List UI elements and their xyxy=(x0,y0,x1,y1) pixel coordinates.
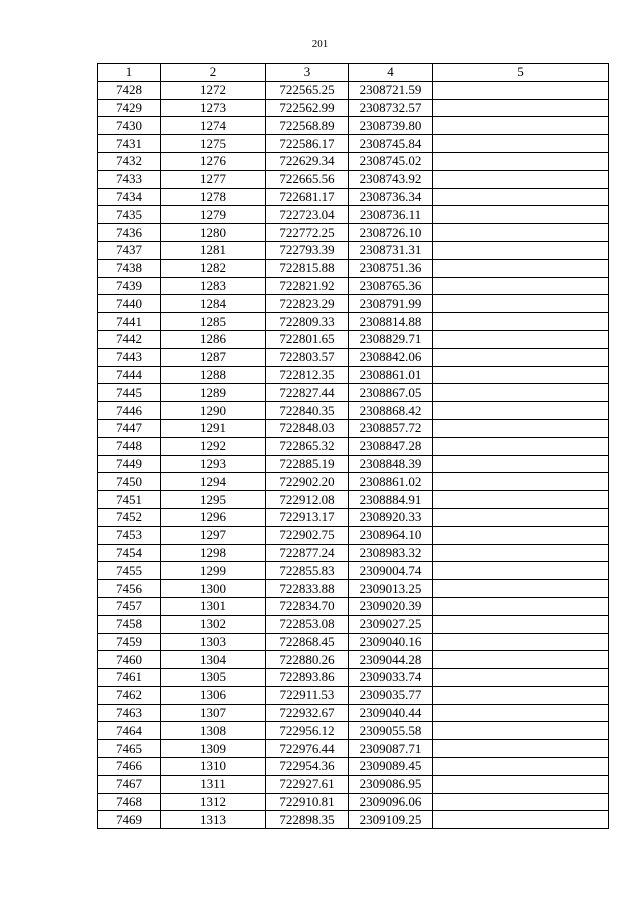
table-cell-col-5 xyxy=(433,775,609,793)
table-cell-col-4: 2309089.45 xyxy=(349,758,433,776)
table-row xyxy=(98,686,609,704)
table-cell-col-4: 2308884.91 xyxy=(349,491,433,509)
table-cell-col-1: 7466 xyxy=(98,758,161,776)
table-row xyxy=(98,402,609,420)
table-cell-col-2: 1285 xyxy=(161,313,266,331)
table-cell-col-3: 722681.17 xyxy=(266,188,349,206)
table-row xyxy=(98,508,609,526)
table-cell-col-4: 2308745.02 xyxy=(349,152,433,170)
table-cell-col-2: 1302 xyxy=(161,615,266,633)
table-cell-col-4: 2308861.01 xyxy=(349,366,433,384)
table-cell-col-2: 1308 xyxy=(161,722,266,740)
column-header-2: 2 xyxy=(161,64,266,82)
table-cell-col-2: 1306 xyxy=(161,686,266,704)
table-cell-col-1: 7446 xyxy=(98,402,161,420)
table-cell-col-1: 7432 xyxy=(98,152,161,170)
table-cell-col-5 xyxy=(433,348,609,366)
table-cell-col-1: 7462 xyxy=(98,686,161,704)
table-cell-col-4: 2308745.84 xyxy=(349,135,433,153)
table-cell-col-2: 1305 xyxy=(161,669,266,687)
table-row xyxy=(98,615,609,633)
table-header xyxy=(98,64,609,82)
table-row xyxy=(98,348,609,366)
table-body xyxy=(98,81,609,828)
table-cell-col-5 xyxy=(433,81,609,99)
table-cell-col-2: 1301 xyxy=(161,597,266,615)
table-cell-col-1: 7460 xyxy=(98,651,161,669)
table-cell-col-2: 1312 xyxy=(161,793,266,811)
table-cell-col-3: 722932.67 xyxy=(266,704,349,722)
table-cell-col-4: 2308814.88 xyxy=(349,313,433,331)
table-row xyxy=(98,704,609,722)
table-cell-col-3: 722827.44 xyxy=(266,384,349,402)
table-cell-col-5 xyxy=(433,633,609,651)
table-cell-col-4: 2308983.32 xyxy=(349,544,433,562)
table-cell-col-4: 2309020.39 xyxy=(349,597,433,615)
table-cell-col-4: 2309040.44 xyxy=(349,704,433,722)
table-cell-col-2: 1294 xyxy=(161,473,266,491)
table-cell-col-2: 1300 xyxy=(161,580,266,598)
table-cell-col-5 xyxy=(433,259,609,277)
table-cell-col-2: 1281 xyxy=(161,241,266,259)
table-cell-col-5 xyxy=(433,704,609,722)
table-cell-col-2: 1292 xyxy=(161,437,266,455)
table-cell-col-1: 7431 xyxy=(98,135,161,153)
table-row xyxy=(98,740,609,758)
table-cell-col-3: 722848.03 xyxy=(266,419,349,437)
table-cell-col-3: 722565.25 xyxy=(266,81,349,99)
table-cell-col-3: 722868.45 xyxy=(266,633,349,651)
table-cell-col-5 xyxy=(433,562,609,580)
table-cell-col-1: 7438 xyxy=(98,259,161,277)
table-cell-col-4: 2308791.99 xyxy=(349,295,433,313)
table-cell-col-1: 7433 xyxy=(98,170,161,188)
table-cell-col-4: 2308751.36 xyxy=(349,259,433,277)
table-row xyxy=(98,241,609,259)
table-cell-col-3: 722898.35 xyxy=(266,811,349,829)
table-cell-col-1: 7455 xyxy=(98,562,161,580)
table-cell-col-4: 2308731.31 xyxy=(349,241,433,259)
table-cell-col-2: 1303 xyxy=(161,633,266,651)
table-cell-col-1: 7459 xyxy=(98,633,161,651)
table-cell-col-1: 7469 xyxy=(98,811,161,829)
table-cell-col-3: 722801.65 xyxy=(266,330,349,348)
table-cell-col-4: 2309035.77 xyxy=(349,686,433,704)
table-cell-col-4: 2309013.25 xyxy=(349,580,433,598)
table-cell-col-4: 2308765.36 xyxy=(349,277,433,295)
table-cell-col-5 xyxy=(433,651,609,669)
table-cell-col-3: 722812.35 xyxy=(266,366,349,384)
table-cell-col-2: 1286 xyxy=(161,330,266,348)
table-cell-col-2: 1309 xyxy=(161,740,266,758)
table-cell-col-3: 722910.81 xyxy=(266,793,349,811)
table-cell-col-1: 7444 xyxy=(98,366,161,384)
table-cell-col-3: 722821.92 xyxy=(266,277,349,295)
table-cell-col-5 xyxy=(433,224,609,242)
table-cell-col-5 xyxy=(433,135,609,153)
table-cell-col-4: 2309033.74 xyxy=(349,669,433,687)
table-cell-col-4: 2308920.33 xyxy=(349,508,433,526)
table-cell-col-2: 1282 xyxy=(161,259,266,277)
table-row xyxy=(98,775,609,793)
table-cell-col-1: 7457 xyxy=(98,597,161,615)
table-cell-col-3: 722865.32 xyxy=(266,437,349,455)
table-cell-col-3: 722954.36 xyxy=(266,758,349,776)
table-cell-col-1: 7445 xyxy=(98,384,161,402)
table-cell-col-5 xyxy=(433,491,609,509)
table-cell-col-1: 7439 xyxy=(98,277,161,295)
table-cell-col-3: 722893.86 xyxy=(266,669,349,687)
table-cell-col-1: 7435 xyxy=(98,206,161,224)
table-cell-col-1: 7461 xyxy=(98,669,161,687)
table-row xyxy=(98,562,609,580)
table-cell-col-4: 2308732.57 xyxy=(349,99,433,117)
table-cell-col-1: 7447 xyxy=(98,419,161,437)
table-cell-col-2: 1274 xyxy=(161,117,266,135)
table-cell-col-2: 1279 xyxy=(161,206,266,224)
table-cell-col-1: 7463 xyxy=(98,704,161,722)
table-cell-col-3: 722880.26 xyxy=(266,651,349,669)
table-cell-col-5 xyxy=(433,544,609,562)
table-cell-col-1: 7449 xyxy=(98,455,161,473)
table-cell-col-1: 7451 xyxy=(98,491,161,509)
table-cell-col-5 xyxy=(433,152,609,170)
table-row xyxy=(98,152,609,170)
table-row xyxy=(98,597,609,615)
table-cell-col-3: 722772.25 xyxy=(266,224,349,242)
table-cell-col-4: 2309096.06 xyxy=(349,793,433,811)
table-cell-col-1: 7454 xyxy=(98,544,161,562)
table-cell-col-4: 2308861.02 xyxy=(349,473,433,491)
table-row xyxy=(98,758,609,776)
table-cell-col-5 xyxy=(433,99,609,117)
table-cell-col-4: 2308848.39 xyxy=(349,455,433,473)
table-cell-col-3: 722902.20 xyxy=(266,473,349,491)
table-cell-col-2: 1277 xyxy=(161,170,266,188)
table-cell-col-4: 2309040.16 xyxy=(349,633,433,651)
table-cell-col-4: 2309044.28 xyxy=(349,651,433,669)
table-row xyxy=(98,259,609,277)
table-cell-col-2: 1293 xyxy=(161,455,266,473)
table-row xyxy=(98,188,609,206)
table-cell-col-2: 1299 xyxy=(161,562,266,580)
table-row xyxy=(98,722,609,740)
table-cell-col-2: 1283 xyxy=(161,277,266,295)
table-cell-col-5 xyxy=(433,206,609,224)
table-row xyxy=(98,580,609,598)
table-cell-col-3: 722912.08 xyxy=(266,491,349,509)
table-cell-col-1: 7440 xyxy=(98,295,161,313)
table-cell-col-1: 7436 xyxy=(98,224,161,242)
table-cell-col-3: 722823.29 xyxy=(266,295,349,313)
table-cell-col-3: 722902.75 xyxy=(266,526,349,544)
table-cell-col-4: 2308736.34 xyxy=(349,188,433,206)
table-cell-col-2: 1272 xyxy=(161,81,266,99)
coordinates-table xyxy=(97,63,609,829)
table-cell-col-4: 2308736.11 xyxy=(349,206,433,224)
table-cell-col-5 xyxy=(433,455,609,473)
table-row xyxy=(98,793,609,811)
table-cell-col-1: 7430 xyxy=(98,117,161,135)
table-cell-col-5 xyxy=(433,295,609,313)
table-row xyxy=(98,651,609,669)
table-cell-col-2: 1288 xyxy=(161,366,266,384)
table-cell-col-3: 722853.08 xyxy=(266,615,349,633)
table-cell-col-5 xyxy=(433,330,609,348)
table-cell-col-5 xyxy=(433,597,609,615)
table-cell-col-5 xyxy=(433,615,609,633)
table-row xyxy=(98,669,609,687)
table-cell-col-4: 2309055.58 xyxy=(349,722,433,740)
table-cell-col-3: 722793.39 xyxy=(266,241,349,259)
table-cell-col-4: 2308842.06 xyxy=(349,348,433,366)
table-cell-col-1: 7448 xyxy=(98,437,161,455)
table-cell-col-2: 1295 xyxy=(161,491,266,509)
table-row xyxy=(98,170,609,188)
table-cell-col-4: 2308857.72 xyxy=(349,419,433,437)
table-cell-col-3: 722927.61 xyxy=(266,775,349,793)
table-cell-col-4: 2308867.05 xyxy=(349,384,433,402)
table-cell-col-4: 2308739.80 xyxy=(349,117,433,135)
table-cell-col-1: 7428 xyxy=(98,81,161,99)
table-cell-col-3: 722803.57 xyxy=(266,348,349,366)
table-cell-col-5 xyxy=(433,722,609,740)
table-row xyxy=(98,491,609,509)
table-cell-col-4: 2309109.25 xyxy=(349,811,433,829)
table-cell-col-1: 7456 xyxy=(98,580,161,598)
table-cell-col-5 xyxy=(433,473,609,491)
column-header-1: 1 xyxy=(98,64,161,82)
table-cell-col-3: 722911.53 xyxy=(266,686,349,704)
table-cell-col-1: 7437 xyxy=(98,241,161,259)
table-cell-col-2: 1289 xyxy=(161,384,266,402)
table-cell-col-4: 2308721.59 xyxy=(349,81,433,99)
table-cell-col-5 xyxy=(433,758,609,776)
table-row xyxy=(98,544,609,562)
table-cell-col-5 xyxy=(433,241,609,259)
table-row xyxy=(98,419,609,437)
table-cell-col-3: 722855.83 xyxy=(266,562,349,580)
table-row xyxy=(98,366,609,384)
table-cell-col-5 xyxy=(433,669,609,687)
table-cell-col-5 xyxy=(433,402,609,420)
table-cell-col-4: 2309004.74 xyxy=(349,562,433,580)
table-cell-col-4: 2308829.71 xyxy=(349,330,433,348)
table-cell-col-5 xyxy=(433,366,609,384)
table-cell-col-5 xyxy=(433,117,609,135)
table-cell-col-5 xyxy=(433,188,609,206)
table-row xyxy=(98,99,609,117)
table-cell-col-2: 1287 xyxy=(161,348,266,366)
table-cell-col-2: 1284 xyxy=(161,295,266,313)
table-cell-col-5 xyxy=(433,277,609,295)
table-cell-col-1: 7458 xyxy=(98,615,161,633)
table-row xyxy=(98,455,609,473)
table-cell-col-1: 7468 xyxy=(98,793,161,811)
table-cell-col-2: 1311 xyxy=(161,775,266,793)
table-cell-col-5 xyxy=(433,508,609,526)
table-cell-col-5 xyxy=(433,740,609,758)
page-number: 201 xyxy=(311,38,329,50)
table-row xyxy=(98,526,609,544)
table-cell-col-5 xyxy=(433,384,609,402)
table-cell-col-5 xyxy=(433,170,609,188)
header-row xyxy=(98,64,609,82)
table-cell-col-2: 1307 xyxy=(161,704,266,722)
table-cell-col-3: 722976.44 xyxy=(266,740,349,758)
table-cell-col-4: 2308847.28 xyxy=(349,437,433,455)
table-cell-col-4: 2308868.42 xyxy=(349,402,433,420)
table-cell-col-2: 1278 xyxy=(161,188,266,206)
table-cell-col-4: 2309086.95 xyxy=(349,775,433,793)
table-row xyxy=(98,633,609,651)
table-cell-col-2: 1304 xyxy=(161,651,266,669)
table-row xyxy=(98,81,609,99)
table-cell-col-3: 722840.35 xyxy=(266,402,349,420)
table-cell-col-4: 2308726.10 xyxy=(349,224,433,242)
column-header-4: 4 xyxy=(349,64,433,82)
table-cell-col-5 xyxy=(433,419,609,437)
table-cell-col-1: 7442 xyxy=(98,330,161,348)
table-cell-col-2: 1313 xyxy=(161,811,266,829)
table-row xyxy=(98,437,609,455)
table-row xyxy=(98,206,609,224)
table-cell-col-3: 722723.04 xyxy=(266,206,349,224)
table-cell-col-1: 7429 xyxy=(98,99,161,117)
column-header-5: 5 xyxy=(433,64,609,82)
table-cell-col-1: 7464 xyxy=(98,722,161,740)
table-cell-col-3: 722586.17 xyxy=(266,135,349,153)
table-cell-col-1: 7453 xyxy=(98,526,161,544)
table-row xyxy=(98,313,609,331)
table-row xyxy=(98,473,609,491)
table-row xyxy=(98,117,609,135)
table-cell-col-3: 722913.17 xyxy=(266,508,349,526)
table-cell-col-3: 722562.99 xyxy=(266,99,349,117)
table-cell-col-2: 1290 xyxy=(161,402,266,420)
table-row xyxy=(98,224,609,242)
table-cell-col-3: 722629.34 xyxy=(266,152,349,170)
table-cell-col-2: 1291 xyxy=(161,419,266,437)
table-cell-col-2: 1296 xyxy=(161,508,266,526)
table-cell-col-5 xyxy=(433,526,609,544)
table-cell-col-2: 1276 xyxy=(161,152,266,170)
table-cell-col-3: 722665.56 xyxy=(266,170,349,188)
table-cell-col-2: 1297 xyxy=(161,526,266,544)
table-cell-col-5 xyxy=(433,686,609,704)
table-cell-col-3: 722833.88 xyxy=(266,580,349,598)
table-cell-col-2: 1310 xyxy=(161,758,266,776)
table-cell-col-1: 7450 xyxy=(98,473,161,491)
table-cell-col-3: 722877.24 xyxy=(266,544,349,562)
table-row xyxy=(98,277,609,295)
table-cell-col-2: 1298 xyxy=(161,544,266,562)
table-row xyxy=(98,811,609,829)
table-cell-col-3: 722885.19 xyxy=(266,455,349,473)
table-row xyxy=(98,384,609,402)
table-cell-col-5 xyxy=(433,313,609,331)
table-cell-col-1: 7465 xyxy=(98,740,161,758)
table-cell-col-3: 722956.12 xyxy=(266,722,349,740)
table-cell-col-4: 2308964.10 xyxy=(349,526,433,544)
table-row xyxy=(98,135,609,153)
table-cell-col-5 xyxy=(433,793,609,811)
table-cell-col-3: 722568.89 xyxy=(266,117,349,135)
table-cell-col-5 xyxy=(433,580,609,598)
column-header-3: 3 xyxy=(266,64,349,82)
table-cell-col-1: 7443 xyxy=(98,348,161,366)
table-cell-col-4: 2309027.25 xyxy=(349,615,433,633)
table-cell-col-2: 1273 xyxy=(161,99,266,117)
table-cell-col-3: 722809.33 xyxy=(266,313,349,331)
table-cell-col-1: 7467 xyxy=(98,775,161,793)
table-cell-col-5 xyxy=(433,437,609,455)
table-row xyxy=(98,330,609,348)
table-cell-col-2: 1275 xyxy=(161,135,266,153)
table-cell-col-1: 7441 xyxy=(98,313,161,331)
table-row xyxy=(98,295,609,313)
table-cell-col-4: 2308743.92 xyxy=(349,170,433,188)
table-cell-col-2: 1280 xyxy=(161,224,266,242)
table-cell-col-3: 722815.88 xyxy=(266,259,349,277)
table-cell-col-5 xyxy=(433,811,609,829)
table-cell-col-1: 7452 xyxy=(98,508,161,526)
table-cell-col-1: 7434 xyxy=(98,188,161,206)
table-cell-col-4: 2309087.71 xyxy=(349,740,433,758)
table-cell-col-3: 722834.70 xyxy=(266,597,349,615)
